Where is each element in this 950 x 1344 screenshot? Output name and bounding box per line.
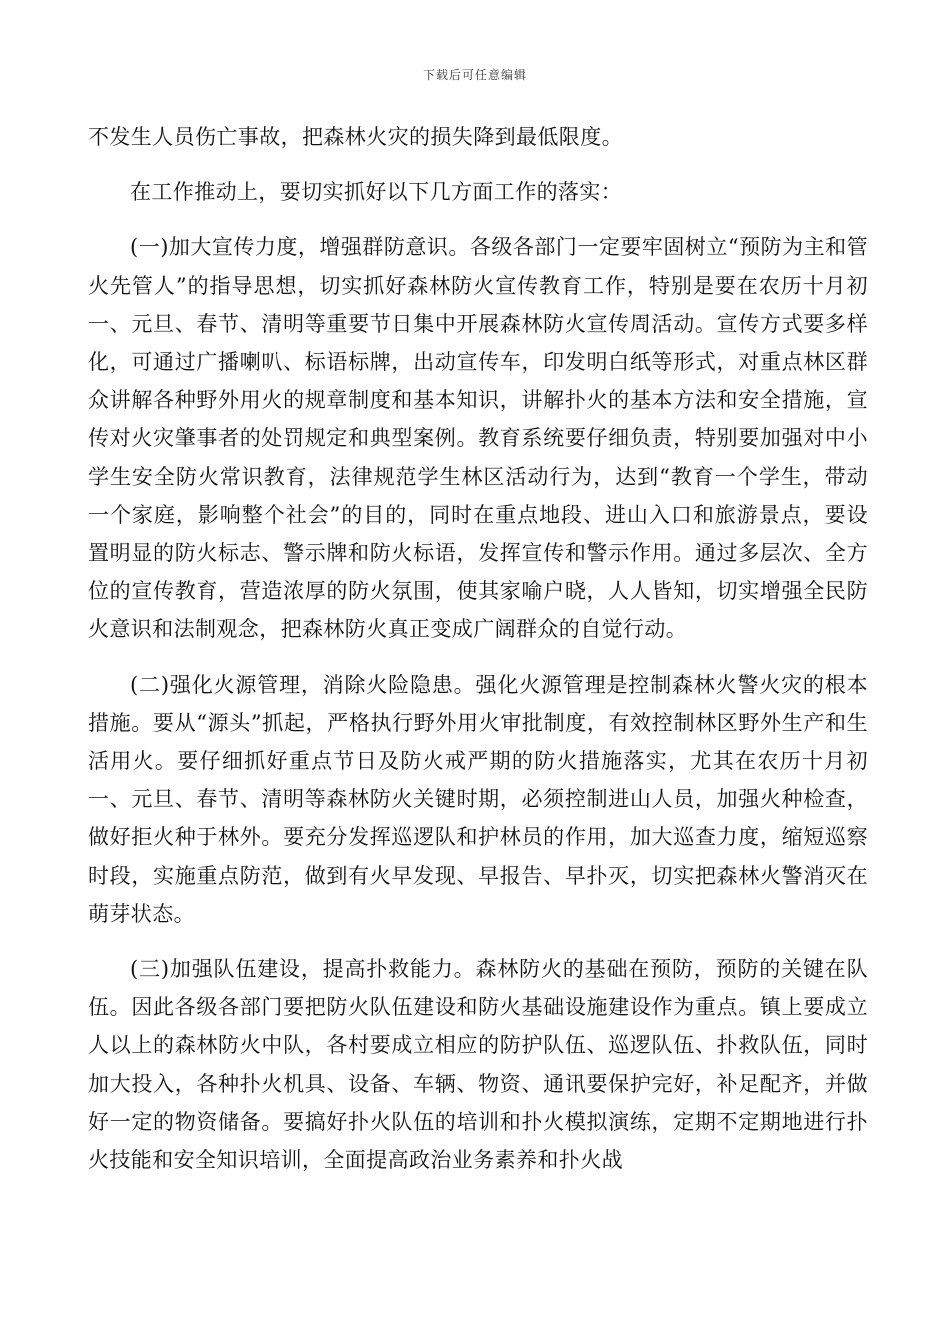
paragraph-section-3: (三)加强队伍建设，提高扑救能力。森林防火的基础在预防，预防的关键在队伍。因此各级各部门要把防火队伍建设和防火基础设施建设作为重点。镇上要成立人以上的森林防火中队，各村要成立相应的防护队伍、巡逻队伍、扑救队伍，同时加大投入，各种扑火机具、设备、车辆、物资、通讯要保护完好，补足配齐，并做好一定的物资储备。要搞好扑火队伍的培训和扑火模拟演练，定期不定期地进行扑火技能和安全知识培训，全面提高政治业务素养和扑火战	[88, 957, 868, 1173]
page-header: 下载后可任意编辑	[422, 68, 527, 82]
paragraph-section-2: (二)强化火源管理，消除火险隐患。强化火源管理是控制森林火警火灾的根本措施。要从“源头”抓起，严格执行野外用火审批制度，有效控制林区野外生产和生活用火。要仔细抓好重点节日及防火戒严期的防火措施落实，尤其在农历十月初一、元旦、春节、清明等森林防火关键时期，必须控制进山人员，加强火种检查，做好拒火种于林外。要充分发挥巡逻队和护林员的作用，加大巡查力度，缩短巡察时段，实施重点防范，做到有火早发现、早报告、早扑灭，切实把森林火警消灭在萌芽状态。	[88, 672, 868, 926]
document-body	[88, 118, 868, 1179]
paragraph-section-1: (一)加大宣传力度，增强群防意识。各级各部门一定要牢固树立“预防为主和管火先管人”的指导思想，切实抓好森林防火宣传教育工作，特别是要在农历十月初一、元旦、春节、清明等重要节日集中开展森林防火宣传周活动。宣传方式要多样化，可通过广播喇叭、标语标牌，出动宣传车，印发明白纸等形式，对重点林区群众讲解各种野外用火的规章制度和基本知识，讲解扑火的基本方法和安全措施，宣传对火灾肇事者的处罚规定和典型案例。教育系统要仔细负责，特别要加强对中小学生安全防火常识教育，法律规范学生林区活动行为，达到“教育一个学生，带动一个家庭，影响整个社会”的目的，同时在重点地段、进山入口和旅游景点，要设置明显的防火标志、警示牌和防火标语，发挥宣传和警示作用。通过多层次、全方位的宣传教育，营造浓厚的防火氛围，使其家喻户晓，人人皆知，切实增强全民防火意识和法制观念，把森林防火真正变成广阔群众的自觉行动。	[88, 235, 868, 642]
paragraph-continuation: 不发生人员伤亡事故，把森林火灾的损失降到最低限度。	[88, 125, 623, 149]
paragraph-intro: 在工作推动上，要切实抓好以下几方面工作的落实：	[130, 180, 623, 205]
